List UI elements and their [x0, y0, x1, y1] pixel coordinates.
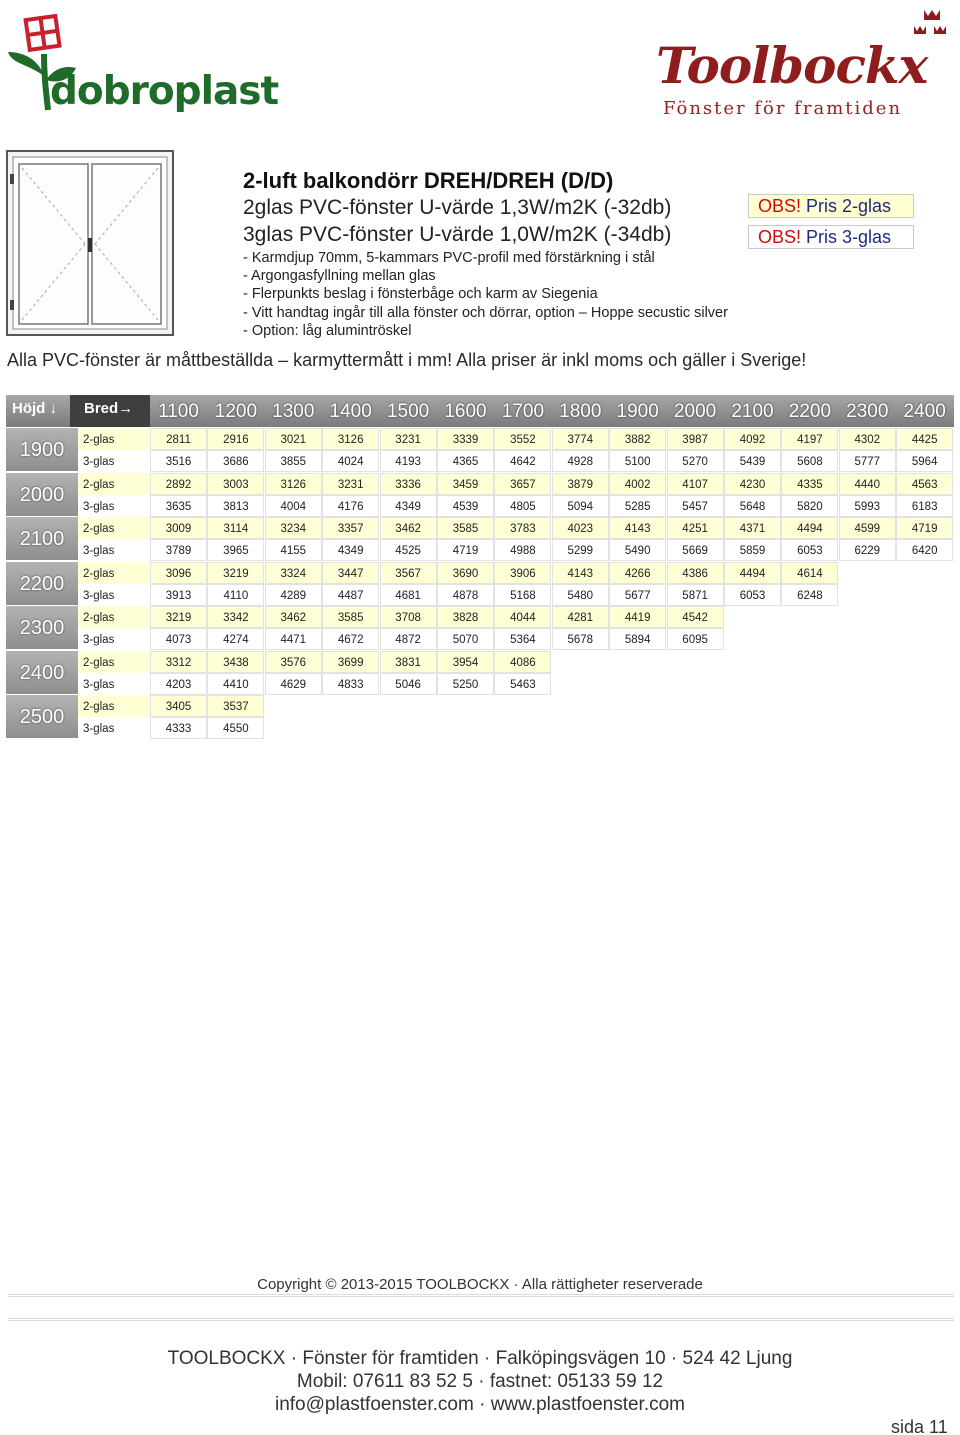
glas-label-3glas: 3-glas	[78, 495, 156, 517]
glas-label-2glas: 2-glas	[78, 562, 156, 584]
price-cell: 5777	[839, 450, 896, 472]
price-cell: 4086	[494, 651, 551, 673]
price-cell: 3585	[437, 517, 494, 539]
price-cell: 4281	[552, 606, 609, 628]
copyright: Copyright © 2013-2015 TOOLBOCKX · Alla rättigheter reserverade	[257, 1276, 703, 1293]
price-cell: 5168	[494, 584, 551, 606]
height-cell: 2400	[6, 651, 78, 695]
price-cell: 3339	[437, 428, 494, 450]
price-cell: 3657	[494, 473, 551, 495]
price-cell: 3954	[437, 651, 494, 673]
price-cell: 4203	[150, 673, 207, 695]
price-cell: 3126	[265, 473, 322, 495]
header-width-cell: 1500	[386, 401, 430, 422]
price-cell: 4629	[265, 673, 322, 695]
header-width-label: Bred→	[70, 395, 150, 427]
glas-label-2glas: 2-glas	[78, 473, 156, 495]
feature-item: - Flerpunkts beslag i fönsterbåge och karm av Siegenia	[243, 286, 598, 303]
price-cell: 3699	[322, 651, 379, 673]
page-number: sida 11	[891, 1417, 948, 1435]
price-cell: 3516	[150, 450, 207, 472]
footer-contact-links: info@plastfoenster.com · www.plastfoenster.com	[274, 1394, 686, 1415]
feature-item: - Karmdjup 70mm, 5-kammars PVC-profil med förstärkning i stål	[243, 250, 655, 266]
price-cell: 3462	[380, 517, 437, 539]
price-cell: 5964	[896, 450, 953, 472]
price-cell: 5285	[609, 495, 666, 517]
price-cell: 3324	[265, 562, 322, 584]
glas-label-3glas: 3-glas	[78, 628, 156, 650]
price-cell: 5070	[437, 628, 494, 650]
price-cell: 5669	[667, 539, 724, 561]
price-cell: 3813	[207, 495, 264, 517]
height-cell: 2100	[6, 517, 78, 561]
price-cell: 4024	[322, 450, 379, 472]
price-cell: 5480	[552, 584, 609, 606]
price-cell: 3831	[380, 651, 437, 673]
obs-badge-2glas	[748, 194, 914, 218]
price-cell: 4251	[667, 517, 724, 539]
header-width-cell: 1100	[158, 401, 199, 422]
price-cell: 4110	[207, 584, 264, 606]
dobroplast-wordmark: dobroplast	[50, 69, 279, 114]
price-cell: 5993	[839, 495, 896, 517]
price-cell: 3231	[322, 473, 379, 495]
table-header-row	[6, 395, 954, 427]
price-cell: 5678	[552, 628, 609, 650]
price-cell: 4719	[896, 517, 953, 539]
price-cell: 6420	[896, 539, 953, 561]
price-cell: 4333	[150, 717, 207, 739]
price-cell: 3231	[380, 428, 437, 450]
price-cell: 4044	[494, 606, 551, 628]
price-cell: 4878	[437, 584, 494, 606]
price-cell: 3828	[437, 606, 494, 628]
glas-label-3glas: 3-glas	[78, 584, 156, 606]
price-cell: 4349	[322, 539, 379, 561]
header-width-cell: 1900	[616, 401, 659, 422]
glas-label-2glas: 2-glas	[78, 517, 156, 539]
price-cell: 4266	[609, 562, 666, 584]
footer-phone: Mobil: 07611 83 52 5 · fastnet: 05133 59 12	[296, 1371, 664, 1392]
price-cell: 3336	[380, 473, 437, 495]
price-cell: 4872	[380, 628, 437, 650]
double-door-icon	[6, 150, 174, 336]
price-cell: 5677	[609, 584, 666, 606]
price-cell: 3003	[207, 473, 264, 495]
header-width-cell: 1400	[329, 401, 372, 422]
glas-label-2glas: 2-glas	[78, 606, 156, 628]
price-cell: 4928	[552, 450, 609, 472]
price-cell: 3965	[207, 539, 264, 561]
price-cell: 3783	[494, 517, 551, 539]
header-width-cell: 2200	[788, 401, 832, 422]
price-cell: 4425	[896, 428, 953, 450]
footer-company-address: TOOLBOCKX · Fönster för framtiden · Falköpingsvägen 10 · 524 42 Ljung	[167, 1348, 793, 1369]
price-cell: 4107	[667, 473, 724, 495]
spec-2glas: 2glas PVC-fönster U-värde 1,3W/m2K (-32db)	[243, 196, 672, 219]
obs-2glas-text: Pris 2-glas	[806, 196, 892, 216]
price-cell: 4092	[724, 428, 781, 450]
price-cell: 4349	[380, 495, 437, 517]
price-cell: 3342	[207, 606, 264, 628]
price-cell: 4539	[437, 495, 494, 517]
header-width-cell: 1300	[272, 401, 315, 422]
price-cell: 4386	[667, 562, 724, 584]
price-cell: 5608	[781, 450, 838, 472]
price-cell: 3855	[265, 450, 322, 472]
obs-3glas-text: Pris 3-glas	[806, 227, 892, 247]
price-cell: 2811	[150, 428, 207, 450]
price-cell: 5820	[781, 495, 838, 517]
price-cell: 4471	[265, 628, 322, 650]
price-cell: 5046	[380, 673, 437, 695]
price-cell: 6183	[896, 495, 953, 517]
price-cell: 4143	[609, 517, 666, 539]
price-cell: 4410	[207, 673, 264, 695]
footer-divider	[8, 1294, 954, 1297]
price-cell: 4289	[265, 584, 322, 606]
header-width-cell: 1700	[501, 401, 545, 422]
price-cell: 5250	[437, 673, 494, 695]
price-cell: 5457	[667, 495, 724, 517]
price-cell: 3462	[265, 606, 322, 628]
info-note: Alla PVC-fönster är måttbeställda – karmyttermått i mm! Alla priser är inkl moms och gäller i Sverige!	[7, 350, 807, 370]
price-cell: 4335	[781, 473, 838, 495]
price-cell: 4563	[896, 473, 953, 495]
feature-item: - Option: låg alumintröskel	[243, 322, 412, 339]
height-cell: 2300	[6, 606, 78, 650]
price-cell: 3567	[380, 562, 437, 584]
price-cell: 3219	[150, 606, 207, 628]
price-cell: 2916	[207, 428, 264, 450]
price-cell: 3096	[150, 562, 207, 584]
footer-divider	[8, 1318, 954, 1321]
price-cell: 4002	[609, 473, 666, 495]
price-cell: 5439	[724, 450, 781, 472]
header-width-cell: 2300	[846, 401, 889, 422]
glas-label-2glas: 2-glas	[78, 695, 156, 717]
price-cell: 4719	[437, 539, 494, 561]
toolbockx-tagline: Fönster för framtiden	[663, 98, 903, 119]
price-cell: 6248	[781, 584, 838, 606]
price-cell: 4176	[322, 495, 379, 517]
header-width-cell: 2000	[673, 401, 717, 422]
price-cell: 5094	[552, 495, 609, 517]
price-cell: 3690	[437, 562, 494, 584]
header-width-cell: 1800	[559, 401, 602, 422]
price-cell: 4230	[724, 473, 781, 495]
price-cell: 3882	[609, 428, 666, 450]
price-cell: 4599	[839, 517, 896, 539]
price-cell: 4672	[322, 628, 379, 650]
toolbockx-wordmark: Toolbockx	[656, 36, 928, 95]
header-height-label: Höjd ↓	[12, 400, 57, 417]
price-cell: 2892	[150, 473, 207, 495]
price-cell: 6095	[667, 628, 724, 650]
price-cell: 3438	[207, 651, 264, 673]
price-cell: 3913	[150, 584, 207, 606]
obs-badge-3glas	[748, 225, 914, 249]
price-cell: 4365	[437, 450, 494, 472]
price-cell: 4494	[781, 517, 838, 539]
price-cell: 4681	[380, 584, 437, 606]
price-cell: 3686	[207, 450, 264, 472]
obs-word: OBS!	[758, 227, 802, 247]
price-cell: 4988	[494, 539, 551, 561]
header-width-cell: 2400	[903, 401, 946, 422]
price-cell: 5100	[609, 450, 666, 472]
price-cell: 4440	[839, 473, 896, 495]
price-cell: 3585	[322, 606, 379, 628]
price-cell: 4023	[552, 517, 609, 539]
price-cell: 6053	[724, 584, 781, 606]
price-cell: 4550	[207, 717, 264, 739]
price-cell: 3576	[265, 651, 322, 673]
price-cell: 4197	[781, 428, 838, 450]
price-cell: 4525	[380, 539, 437, 561]
price-cell: 4833	[322, 673, 379, 695]
header-width-cell: 1600	[444, 401, 487, 422]
dobroplast-logo	[4, 6, 294, 116]
price-cell: 4614	[781, 562, 838, 584]
price-cell: 6229	[839, 539, 896, 561]
price-cell: 3906	[494, 562, 551, 584]
spec-3glas: 3glas PVC-fönster U-värde 1,0W/m2K (-34db)	[243, 223, 672, 246]
height-cell: 1900	[6, 428, 78, 472]
price-cell: 5894	[609, 628, 666, 650]
height-cell: 2500	[6, 695, 78, 739]
price-cell: 4542	[667, 606, 724, 628]
price-cell: 3552	[494, 428, 551, 450]
price-cell: 3537	[207, 695, 264, 717]
price-cell: 3774	[552, 428, 609, 450]
price-cell: 4302	[839, 428, 896, 450]
price-cell: 3126	[322, 428, 379, 450]
price-cell: 3021	[265, 428, 322, 450]
obs-word: OBS!	[758, 196, 802, 216]
price-cell: 3447	[322, 562, 379, 584]
price-cell: 4274	[207, 628, 264, 650]
balcony-door-image	[6, 150, 174, 336]
price-cell: 4155	[265, 539, 322, 561]
price-cell: 6053	[781, 539, 838, 561]
price-cell: 3312	[150, 651, 207, 673]
glas-label-3glas: 3-glas	[78, 673, 156, 695]
glas-label-2glas: 2-glas	[78, 428, 156, 450]
height-cell: 2200	[6, 562, 78, 606]
feature-list	[243, 249, 728, 340]
price-cell: 4371	[724, 517, 781, 539]
header-width-cell: 1200	[214, 401, 258, 422]
price-cell: 4419	[609, 606, 666, 628]
glas-label-3glas: 3-glas	[78, 450, 156, 472]
glas-label-3glas: 3-glas	[78, 539, 156, 561]
price-cell: 4642	[494, 450, 551, 472]
price-cell: 3357	[322, 517, 379, 539]
price-cell: 5648	[724, 495, 781, 517]
feature-item: - Argongasfyllning mellan glas	[243, 268, 436, 285]
header-width-cell: 2100	[731, 401, 774, 422]
price-cell: 5364	[494, 628, 551, 650]
price-cell: 4494	[724, 562, 781, 584]
price-cell: 5871	[667, 584, 724, 606]
price-cell: 3635	[150, 495, 207, 517]
price-cell: 3789	[150, 539, 207, 561]
price-cell: 5299	[552, 539, 609, 561]
price-cell: 4073	[150, 628, 207, 650]
price-cell: 5490	[609, 539, 666, 561]
price-cell: 3114	[207, 517, 264, 539]
price-cell: 5270	[667, 450, 724, 472]
toolbockx-logo	[652, 4, 956, 122]
price-cell: 3708	[380, 606, 437, 628]
price-cell: 4805	[494, 495, 551, 517]
price-cell: 3405	[150, 695, 207, 717]
glas-label-3glas: 3-glas	[78, 717, 156, 739]
price-cell: 3987	[667, 428, 724, 450]
price-cell: 4487	[322, 584, 379, 606]
price-cell: 4193	[380, 450, 437, 472]
price-cell: 4143	[552, 562, 609, 584]
glas-label-2glas: 2-glas	[78, 651, 156, 673]
price-cell: 3879	[552, 473, 609, 495]
price-cell: 3234	[265, 517, 322, 539]
price-cell: 3219	[207, 562, 264, 584]
price-cell: 5463	[494, 673, 551, 695]
feature-item: - Vitt handtag ingår till alla fönster och dörrar, option – Hoppe secustic silver	[243, 304, 728, 321]
price-cell: 5859	[724, 539, 781, 561]
price-cell: 4004	[265, 495, 322, 517]
height-cell: 2000	[6, 473, 78, 517]
price-cell: 3459	[437, 473, 494, 495]
price-cell: 3009	[150, 517, 207, 539]
product-title: 2-luft balkondörr DREH/DREH (D/D)	[243, 168, 614, 193]
